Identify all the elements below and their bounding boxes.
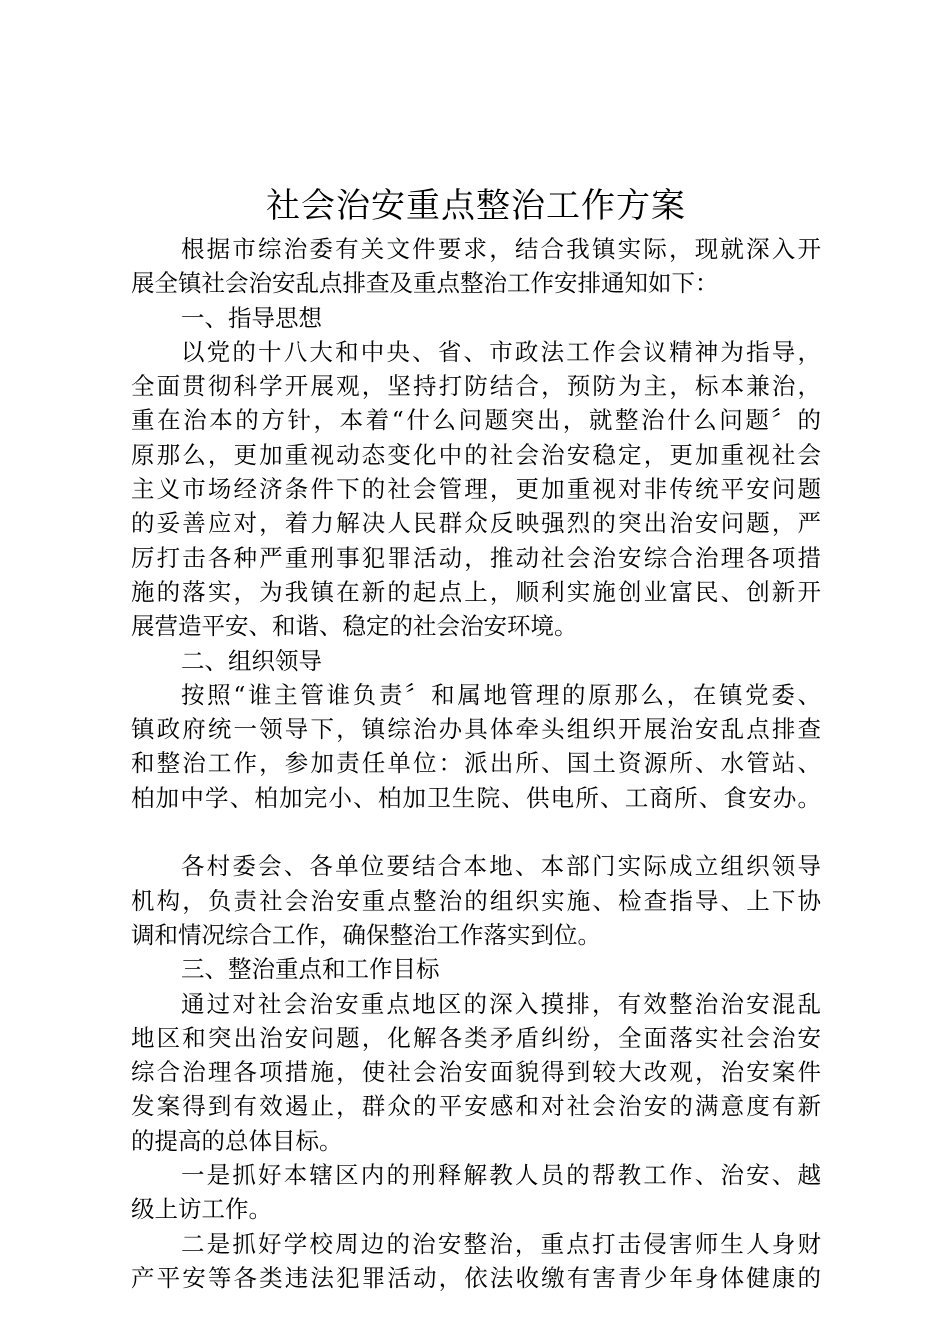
paragraph-line: 展全镇社会治安乱点排查及重点整治工作安排通知如下：	[131, 269, 719, 298]
paragraph-line: 二是抓好学校周边的治安整治，重点打击侵害师生人身财	[181, 1229, 821, 1258]
paragraph-line: 以党的十八大和中央、省、市政法工作会议精神为指导，	[181, 337, 821, 366]
paragraph-line: 级上访工作。	[131, 1195, 272, 1224]
paragraph-line: 各村委会、各单位要结合本地、本部门实际成立组织领导	[181, 852, 821, 881]
section-heading: 三、整治重点和工作目标	[181, 955, 440, 984]
paragraph-line: 按照“谁主管谁负责〞和属地管理的原那么，在镇党委、	[181, 680, 821, 709]
paragraph-line: 施的落实，为我镇在新的起点上，顺利实施创业富民、创新开	[131, 577, 821, 606]
paragraph-line: 根据市综治委有关文件要求，结合我镇实际，现就深入开	[181, 235, 821, 263]
paragraph-line: 主义市场经济条件下的社会管理，更加重视对非传统平安问题	[131, 475, 821, 504]
paragraph-line: 产平安等各类违法犯罪活动，依法收缴有害青少年身体健康的	[131, 1263, 821, 1292]
paragraph-line: 厉打击各种严重刑事犯罪活动，推动社会治安综合治理各项措	[131, 543, 821, 572]
paragraph-line: 重在治本的方针，本着“什么问题突出，就整治什么问题〞的	[131, 406, 821, 435]
paragraph-line: 展营造平安、和谐、稳定的社会治安环境。	[131, 612, 578, 641]
paragraph-line: 一是抓好本辖区内的刑释解教人员的帮教工作、治安、越	[181, 1161, 821, 1190]
paragraph-line: 全面贯彻科学开展观，坚持打防结合，预防为主，标本兼治，	[131, 372, 821, 401]
document-title: 社会治安重点整治工作方案	[266, 186, 686, 226]
blank-line	[131, 815, 821, 849]
paragraph-line: 柏加中学、柏加完小、柏加卫生院、供电所、工商所、食安办。	[131, 783, 821, 812]
paragraph-line: 镇政府统一领导下，镇综治办具体牵头组织开展治安乱点排查	[131, 715, 821, 744]
paragraph-line: 和整治工作，参加责任单位：派出所、国土资源所、水管站、	[131, 749, 821, 778]
paragraph-line: 的提高的总体目标。	[131, 1126, 343, 1155]
paragraph-line: 调和情况综合工作，确保整治工作落实到位。	[131, 920, 601, 949]
section-heading: 二、组织领导	[181, 646, 322, 675]
section-heading: 一、指导思想	[181, 303, 322, 332]
paragraph-line: 地区和突出治安问题，化解各类矛盾纠纷，全面落实社会治安	[131, 1023, 821, 1052]
paragraph-line: 通过对社会治安重点地区的深入摸排，有效整治治安混乱	[181, 989, 821, 1018]
paragraph-line: 原那么，更加重视动态变化中的社会治安稳定，更加重视社会	[131, 440, 821, 469]
document-page	[131, 180, 821, 1295]
paragraph-line: 综合治理各项措施，使社会治安面貌得到较大改观，治安案件	[131, 1058, 821, 1087]
paragraph-line: 发案得到有效遏止，群众的平安感和对社会治安的满意度有新	[131, 1092, 821, 1121]
paragraph-line: 机构，负责社会治安重点整治的组织实施、检查指导、上下协	[131, 886, 821, 915]
paragraph-line: 的妥善应对，着力解决人民群众反映强烈的突出治安问题，严	[131, 509, 821, 538]
